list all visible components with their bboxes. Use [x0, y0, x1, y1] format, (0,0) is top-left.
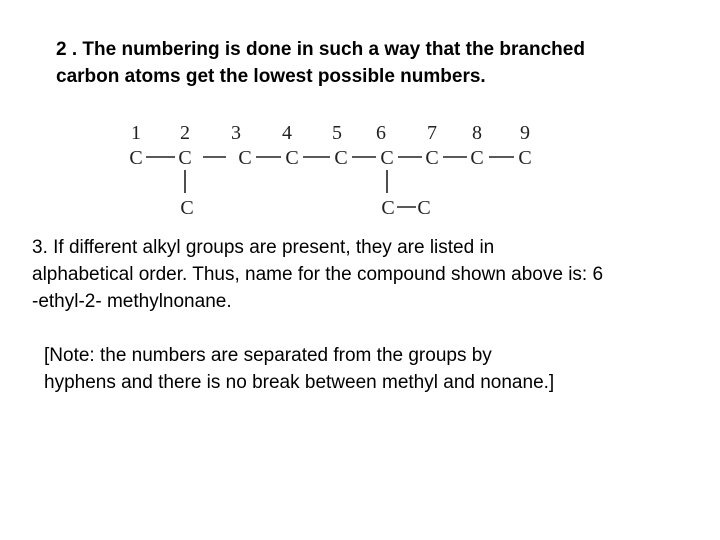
locant-9: 9 [520, 122, 530, 144]
rule-3-line-1: 3. If different alkyl groups are present, they are listed in [32, 237, 495, 258]
locant-8: 8 [472, 122, 482, 144]
chain-carbon-1: C [129, 147, 143, 169]
locant-3: 3 [231, 122, 241, 144]
methyl-carbon: C [180, 197, 194, 219]
locant-4: 4 [282, 122, 292, 144]
chain-carbon-8: C [470, 147, 484, 169]
locant-1: 1 [131, 122, 141, 144]
rule-3-line-3: -ethyl-2- methylnonane. [32, 291, 232, 312]
rule-3-line-2: alphabetical order. Thus, name for the compound shown above is: 6 [32, 264, 604, 285]
carbon-chain-structure [0, 0, 720, 230]
ethyl-carbon-2: C [417, 197, 431, 219]
chain-carbon-3: C [238, 147, 252, 169]
chain-carbon-6: C [380, 147, 394, 169]
locant-7: 7 [427, 122, 437, 144]
locant-2: 2 [180, 122, 190, 144]
ethyl-carbon-1: C [381, 197, 395, 219]
note-text [44, 342, 684, 396]
chain-carbon-2: C [178, 147, 192, 169]
chain-carbon-9: C [518, 147, 532, 169]
rule-2-line-1: 2 . The numbering is done in such a way that the branched [56, 39, 585, 60]
chain-carbon-4: C [285, 147, 299, 169]
rule-3-text [32, 234, 702, 315]
chain-carbon-7: C [425, 147, 439, 169]
locant-6: 6 [376, 122, 386, 144]
note-line-1: [Note: the numbers are separated from the groups by [44, 345, 492, 366]
note-line-2: hyphens and there is no break between methyl and nonane.] [44, 372, 555, 393]
locant-5: 5 [332, 122, 342, 144]
rule-2-line-2: carbon atoms get the lowest possible numbers. [56, 66, 486, 87]
chain-carbon-5: C [334, 147, 348, 169]
